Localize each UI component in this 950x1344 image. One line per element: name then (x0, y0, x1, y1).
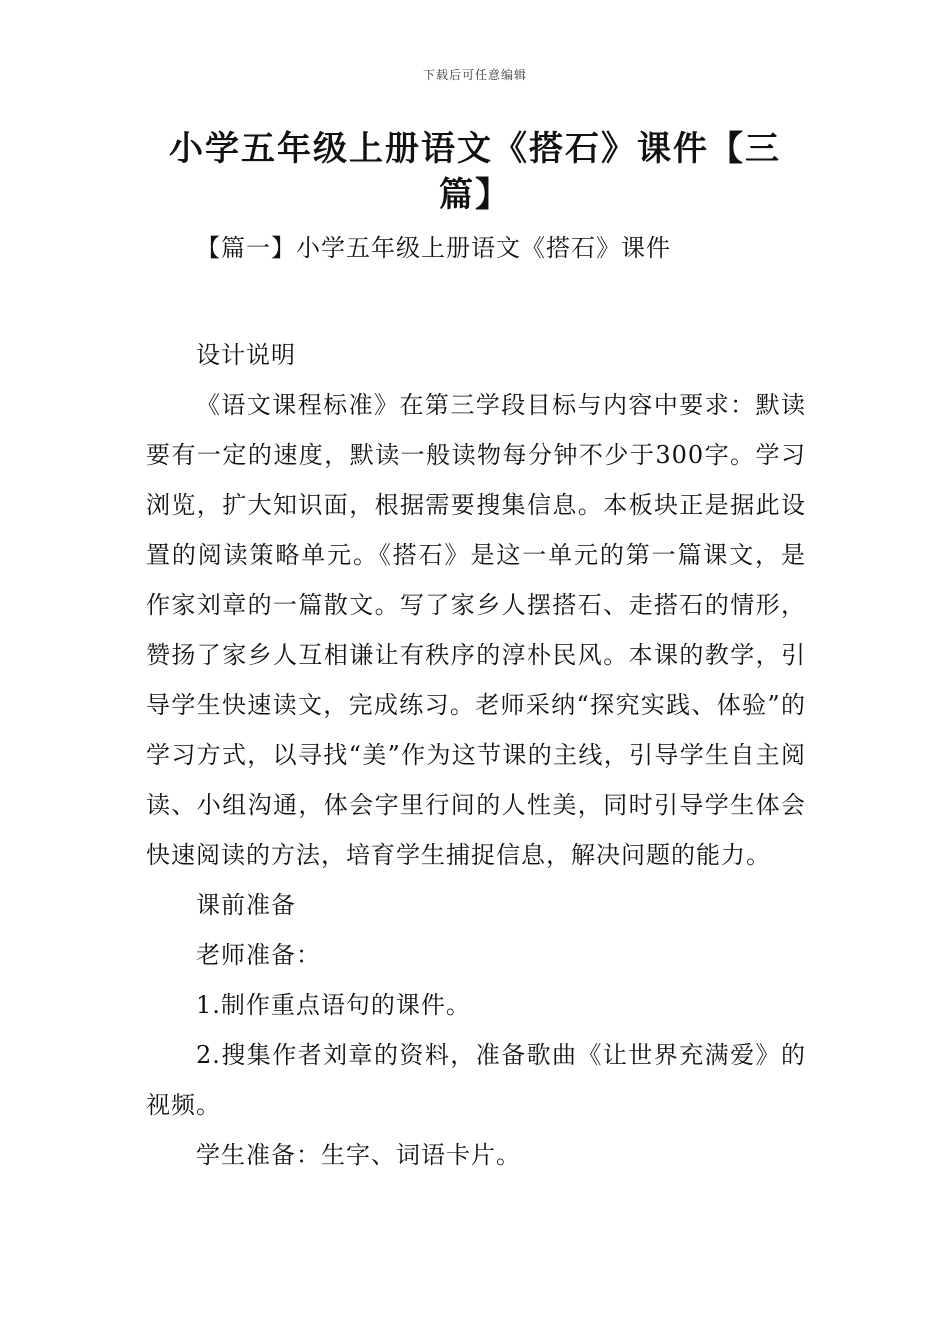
list-item: 1.制作重点语句的课件。 (196, 991, 471, 1019)
list-item: 2.搜集作者刘章的资料，准备歌曲《让世界充满爱》的视频。 (146, 1041, 806, 1119)
document-body (146, 330, 806, 1180)
student-preparation: 学生准备：生字、词语卡片。 (196, 1141, 521, 1169)
section-heading-design: 设计说明 (196, 341, 296, 369)
header-note: 下载后可任意编辑 (422, 68, 527, 82)
document-title: 小学五年级上册语文《搭石》课件【三篇】 (169, 129, 781, 215)
teacher-preparation-label: 老师准备： (196, 941, 321, 969)
paragraph-design-description: 《语文课程标准》在第三学段目标与内容中要求：默读要有一定的速度，默读一般读物每分钟不少于300字。学习浏览，扩大知识面，根据需要搜集信息。本板块正是据此设置的阅读策略单元。《搭石》是这一单元的第一篇课文，是作家刘章的一篇散文。写了家乡人摆搭石、走搭石的情形，赞扬了家乡人互相谦让有秩序的淳朴民风。本课的教学，引导学生快速读文，完成练习。老师采纳“探究实践、体验”的学习方式，以寻找“美”作为这节课的主线，引导学生自主阅读、小组沟通，体会字里行间的人性美，同时引导学生体会快速阅读的方法，培育学生捕捉信息，解决问题的能力。 (146, 391, 806, 869)
section-heading-preparation: 课前准备 (196, 891, 296, 919)
document-subtitle: 【篇一】小学五年级上册语文《搭石》课件 (196, 234, 671, 262)
